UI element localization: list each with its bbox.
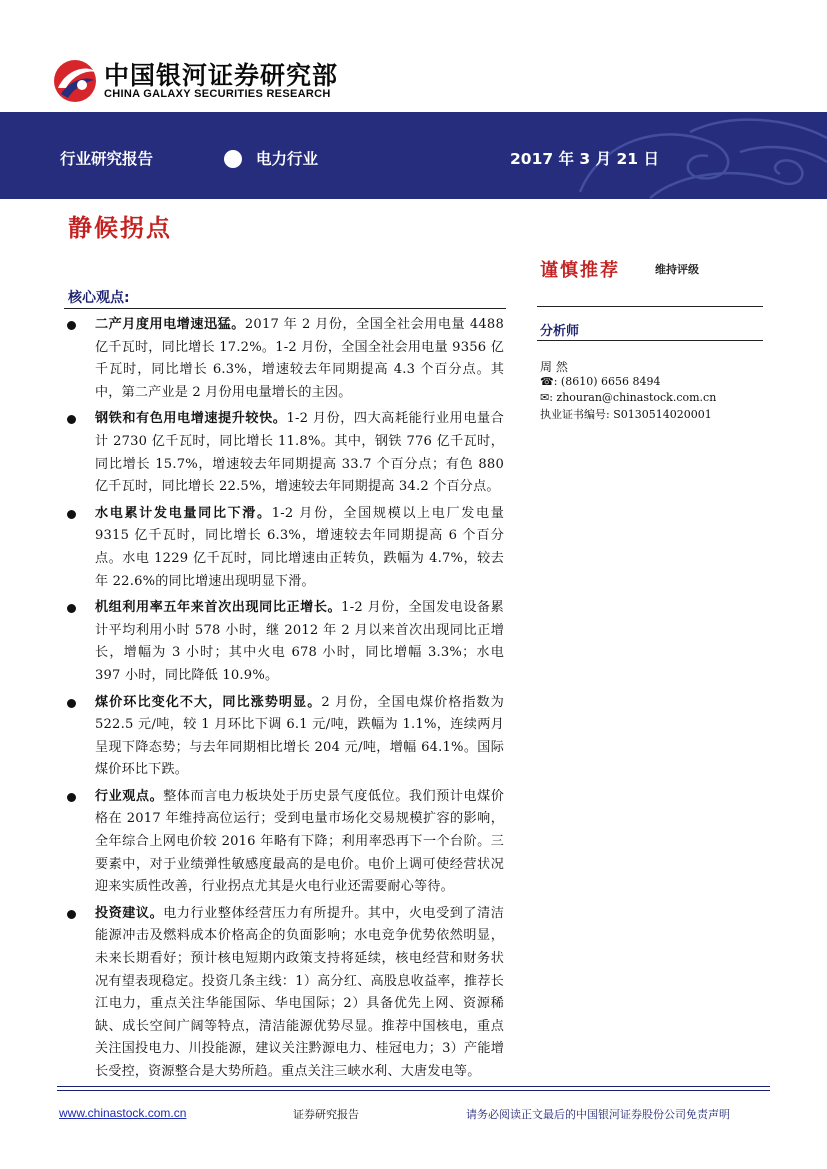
item-lead: 投资建议。 — [95, 905, 164, 921]
analyst-heading: 分析师 — [540, 324, 580, 339]
logo-chinese-name: 中国银河证券研究部 — [104, 61, 339, 90]
list-item — [64, 314, 504, 404]
item-text: 1-2 月份，四大高耗能行业用电量合计 2730 亿千瓦时，同比增长 11.8%。其中，钢铁 776 亿千瓦时，同比增长 15.7%，增速较去年同期提高 33.7 个百分点；有色 880 亿千瓦时，同比增长 22.5%，增速较去年同期提高 34.2 个百分点。 — [95, 411, 504, 495]
item-text: 整体而言电力板块处于历史景气度低位。我们预计电煤价格在 2017 年维持高位运行；受到电量市场化交易规模扩容的影响，全年综合上网电价较 2016 年略有下降；利用率恐再下一个台阶。三要素中，对于业绩弹性敏感度最高的是电价。电价上调可使经营状况迎来实质性改善，行业拐点尤其是火电行业还需要耐心等待。 — [95, 788, 505, 895]
footer-divider — [57, 1090, 770, 1091]
header-banner — [0, 112, 827, 199]
footer-divider — [57, 1086, 770, 1087]
website-link[interactable]: www.chinastock.com.cn — [59, 1106, 187, 1120]
item-lead: 水电累计发电量同比下滑。 — [95, 505, 272, 521]
item-text: 2017 年 2 月份，全国全社会用电量 4488 亿千瓦时，同比增长 17.2%。1-2 月份，全国全社会用电量 9356 亿千瓦时，同比增长 6.3%，增速较去年同期提高 4.3 个百分点。其中，第二产业是 2 月份用电量增长的主因。 — [95, 317, 504, 400]
bullet-icon — [67, 793, 76, 802]
bullet-icon — [67, 699, 76, 708]
industry-name: 电力行业 — [256, 150, 319, 168]
list-item — [64, 408, 504, 498]
rating-label: 谨慎推荐 — [540, 260, 620, 281]
item-text: 1-2 月份，全国规模以上电厂发电量 9315 亿千瓦时，同比增长 6.3%，增速较去年同期提高 6 个百分点。水电 1229 亿千瓦时，同比增速由正转负，跌幅为 4.7%，较去年 22.6%的同比增速出现明显下滑。 — [95, 505, 504, 589]
core-views-list — [64, 314, 504, 1088]
item-text: 电力行业整体经营压力有所提升。其中，火电受到了清洁能源冲击及燃料成本价格高企的负面影响；水电竞争优势依然明显，未来长期看好；预计核电短期内政策支持将延续，核电经营和财务状况有望表现稳定。投资几条主线：1）高分红、高股息收益率，推荐长江电力，重点关注华能国际、华电国际；2）具备优先上网、资源稀缺、成长空间广阔等特点，清洁能源优势尽显。推荐中国核电，重点关注国投电力、川投能源，建议关注黔源电力、桂冠电力；3）产能增长受控，资源整合是大势所趋。重点关注三峡水利、大唐发电等。 — [95, 905, 505, 1079]
analyst-license: 执业证书编号: S0130514020001 — [540, 408, 712, 421]
list-item — [64, 597, 504, 687]
item-text: 1-2 月份，全国发电设备累计平均利用小时 578 小时，继 2012 年 2 月以来首次出现同比正增长，增幅为 3 小时；其中火电 678 小时，同比增幅 3.3%；水电 397 小时，同比降低 10.9%。 — [95, 600, 504, 683]
item-lead: 钢铁和有色用电增速提升较快。 — [95, 411, 287, 427]
analyst-name: 周 然 — [540, 360, 568, 374]
item-lead: 二产月度用电增速迅猛。 — [95, 317, 245, 332]
list-item — [64, 903, 504, 1084]
galaxy-logo-icon — [52, 58, 98, 104]
analyst-divider — [537, 340, 763, 341]
item-text: 2 月份，全国电煤价格指数为 522.5 元/吨，较 1 月环比下调 6.1 元/吨，跌幅为 1.1%，连续两月呈现下降态势；与去年同期相比增长 204 元/吨，增幅 64.1%。国际煤价环比下跌。 — [95, 694, 504, 778]
bullet-dot-icon — [224, 150, 242, 168]
rating-divider — [537, 306, 763, 307]
report-type: 行业研究报告 — [60, 150, 154, 168]
core-views-divider — [64, 308, 506, 309]
list-item — [64, 503, 504, 593]
item-lead: 煤价环比变化不大，同比涨势明显。 — [95, 694, 322, 710]
bullet-icon — [67, 910, 76, 919]
list-item — [64, 786, 504, 899]
footer-report-type: 证券研究报告 — [293, 1108, 359, 1121]
analyst-phone: ☎: (8610) 6656 8494 — [540, 375, 661, 388]
item-lead: 行业观点。 — [95, 788, 164, 804]
bullet-icon — [67, 321, 76, 330]
report-date: 2017 年 3 月 21 日 — [510, 150, 659, 168]
bullet-icon — [67, 415, 76, 424]
bullet-icon — [67, 510, 76, 519]
report-title: 静候拐点 — [68, 214, 172, 242]
footer-disclaimer: 请务必阅读正文最后的中国银河证券股份公司免责声明 — [466, 1108, 730, 1121]
bullet-icon — [67, 604, 76, 613]
core-views-heading: 核心观点: — [68, 290, 130, 306]
analyst-email[interactable]: ✉: zhouran@chinastock.com.cn — [540, 391, 717, 404]
list-item — [64, 692, 504, 782]
item-lead: 机组利用率五年来首次出现同比正增长。 — [95, 600, 342, 616]
rating-note: 维持评级 — [655, 263, 699, 276]
logo-english-name: CHINA GALAXY SECURITIES RESEARCH — [104, 88, 331, 100]
